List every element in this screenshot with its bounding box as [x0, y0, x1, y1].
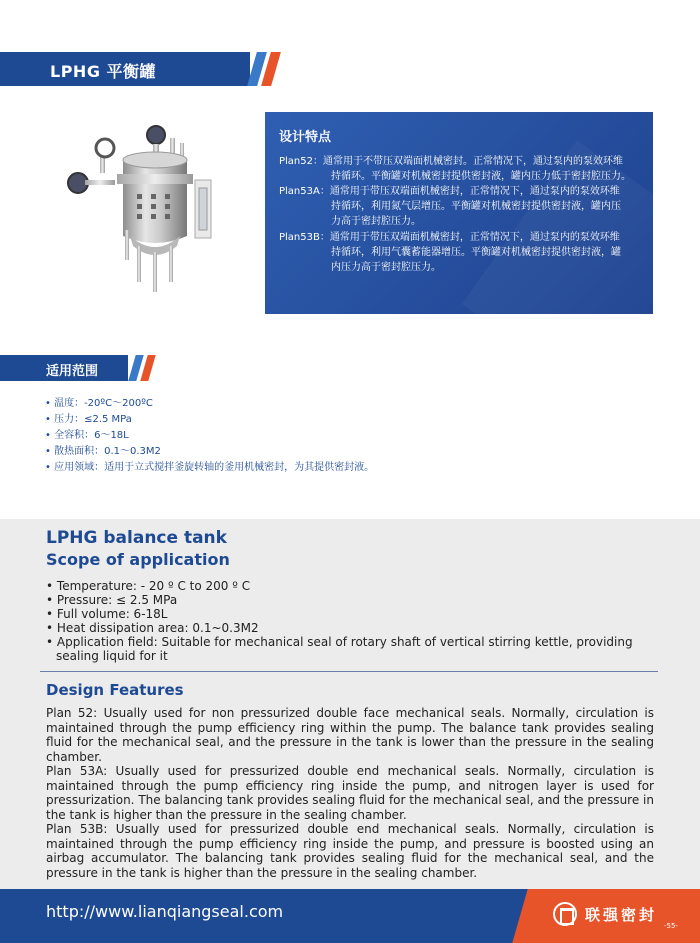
english-subtitle: Scope of application — [46, 550, 230, 569]
scope-section-header — [0, 355, 128, 381]
plan-53a-description: Plan53A：通常用于带压双端面机械密封，正常情况下，通过泵内的泵效环维 持循环，利用氮气层增压。平衡罐对机械密封提供密封液，罐内压 力高于密封腔压力。 — [279, 186, 621, 227]
list-item: • Full volume: 6-18L — [46, 607, 656, 621]
plan-52-description: Plan52：通常用于不带压双端面机械密封。正常情况下，通过泵内的泵效环维 持循环。平衡罐对机械密封提供密封液，罐内压力低于密封腔压力。 — [279, 156, 631, 182]
plan-53b-description: Plan53B：通常用于带压双端面机械密封，正常情况下，通过泵内的泵效环维 持循环，利用气囊蓄能器增压。平衡罐对机械密封提供密封液，罐 内压力高于密封腔压力。 — [279, 232, 621, 273]
plan-53a-paragraph: Plan 53A: Usually used for pressurized double end mechanical seals. Normally, circulation is maintained through the pump efficiency ring inside the pump, and nitrogen layer is used for pressurization. The balancing tank provides sealing fluid for the mechanical seal, and the pressure in the tank is higher than the pressure in the sealing chamber. — [46, 764, 654, 822]
brand-logo-icon — [553, 902, 577, 926]
scope-list-cn — [45, 396, 374, 476]
list-item: • Heat dissipation area: 0.1~0.3M2 — [46, 621, 656, 635]
design-features-panel — [265, 112, 653, 314]
design-features-text-en — [46, 706, 654, 880]
scope-title: 适用范围 — [46, 364, 99, 379]
design-features-title-en: Design Features — [46, 681, 184, 699]
page-title: LPHG 平衡罐 — [50, 62, 157, 81]
plan-53b-paragraph: Plan 53B: Usually used for pressurized double end mechanical seals. Normally, circulation is maintained through the pump efficiency ring inside the pump, and pressure is boosted using an airbag accumulator. The balancing tank provides sealing fluid for the mechanical seal, and the pressure in the tank is higher than the pressure in the sealing chamber. — [46, 822, 654, 880]
list-item: • 散热面积：0.1～0.3M2 — [45, 444, 374, 460]
website-link[interactable]: http://www.lianqiangseal.com — [46, 902, 284, 921]
list-item: • Application field: Suitable for mechanical seal of rotary shaft of vertical stirring kettle, providing sealing liquid for it — [46, 635, 656, 663]
list-item: • Pressure: ≤ 2.5 MPa — [46, 593, 656, 607]
brand-name: 联强密封 — [585, 906, 658, 924]
section-divider — [40, 671, 658, 672]
list-item: • 全容积：6～18L — [45, 428, 374, 444]
english-title: LPHG balance tank — [46, 528, 227, 548]
scope-list-en — [46, 579, 656, 663]
list-item: • 应用领域：适用于立式搅拌釜旋转轴的釜用机械密封，为其提供密封液。 — [45, 460, 374, 476]
page-title-bar — [0, 52, 250, 86]
list-item: • 温度：-20ºC～200ºC — [45, 396, 374, 412]
plan-52-paragraph: Plan 52: Usually used for non pressurized double face mechanical seals. Normally, circulation is maintained through the pump efficiency ring within the pump. The balance tank provides sealing fluid for the mechanical seal, and the pressure in the tank is lower than the pressure in the sealing chamber. — [46, 706, 654, 764]
design-features-title: 设计特点 — [279, 130, 332, 145]
english-section — [0, 519, 700, 889]
footer — [0, 889, 700, 943]
list-item: • 压力：≤2.5 MPa — [45, 412, 374, 428]
list-item: • Temperature: - 20 º C to 200 º C — [46, 579, 656, 593]
balance-tank-image — [55, 118, 235, 308]
page-number: -55- — [664, 922, 678, 930]
